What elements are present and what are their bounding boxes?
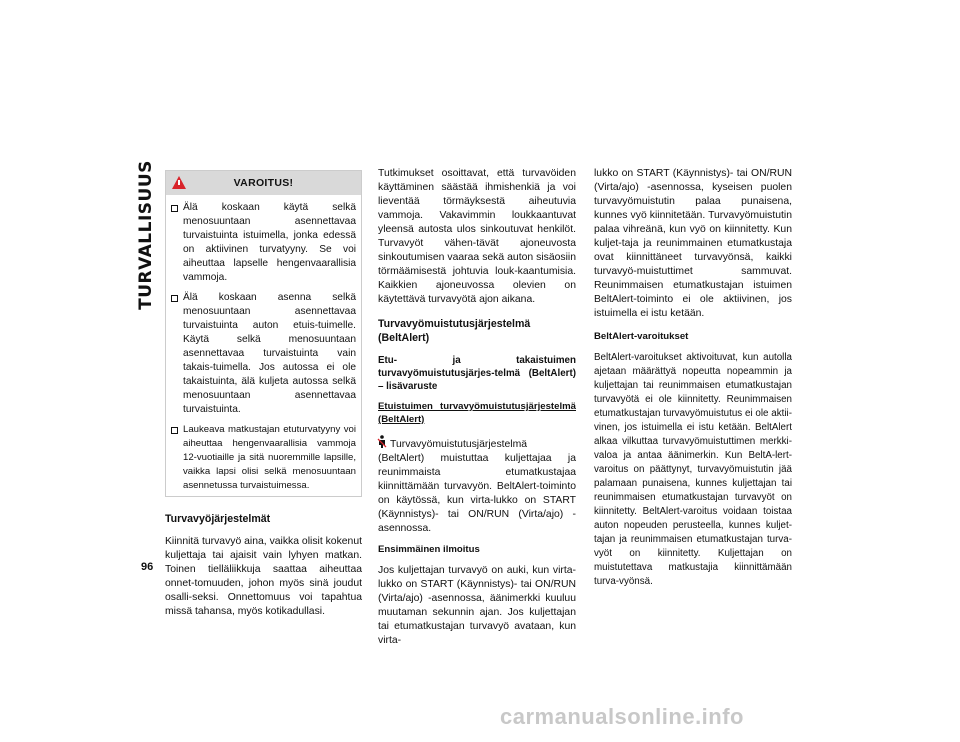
- seatbelt-reminder-icon: [376, 435, 388, 449]
- warning-exclamation-mark: [178, 180, 180, 185]
- section-heading-beltalert: Turvavyömuistutusjärjestelmä (BeltAlert): [378, 318, 531, 344]
- section-tab-label: TURVALLISUUS: [136, 160, 156, 310]
- page-number: 96: [141, 561, 154, 573]
- warning-box: [165, 170, 362, 497]
- body-paragraph: Kiinnitä turvavyö aina, vaikka olisit kokenut kuljettaja tai ajaisit vain lyhyen matkan. Toinen tielläliikkuja saattaa aiheuttaa onnet-tomuuden, johon myös sinä joudut osalli-seksi. Onnettomuus voi tapahtua missä tahansa, myös kotikadullasi.: [165, 536, 362, 617]
- square-bullet-icon: [171, 295, 178, 302]
- warning-item: [166, 201, 361, 285]
- warning-item: [166, 291, 361, 417]
- square-bullet-icon: [171, 427, 178, 434]
- body-paragraph: Tutkimukset osoittavat, että turvavöiden käyttäminen säästää ihmishenkiä ja voi lieventää törmäyksestä aiheutuvia vammoja. Vakavimmin loukkaantuvat yleensä autosta ulos sinkoutuvat henkilöt. Turvavyöt vähen-tävät ajoneuvosta sinkoutumisen vaaraa sekä auton sisäosiin törmäämisestä johtuvia louk-kaantumisia. Kaikkien ajoneuvossa olevien on käytettävä turvavyötä ajon aikana.: [378, 168, 576, 305]
- section-heading-seatbelt-systems: Turvavyöjärjestelmät: [165, 513, 271, 525]
- column-3: [594, 167, 792, 596]
- subheading-front-rear-beltalert: Etu- ja takaistuimen turvavyömuistutusjärjes-telmä (BeltAlert) – lisävaruste: [378, 355, 576, 392]
- warning-title: VAROITUS!: [233, 177, 294, 189]
- body-paragraph-with-icon: [378, 435, 576, 536]
- watermark: carmanualsonline.info: [500, 704, 744, 729]
- column-1: [165, 170, 362, 626]
- subheading-front-seat-beltalert: Etuistuimen turvavyömuistutusjärjestelmä (BeltAlert): [378, 401, 576, 425]
- minor-heading-first-notice: Ensimmäinen ilmoitus: [378, 544, 480, 555]
- warning-header: [166, 171, 361, 195]
- warning-item: [166, 423, 361, 493]
- beltalert-description: Turvavyömuistutusjärjestelmä (BeltAlert) muistuttaa kuljettajaa ja reunimmaista etumatkustajaa kiinnittämään turvavyön. BeltAlert-toiminto on käytössä, kun virta-lukko on START (Käynnistys)- tai ON/RUN (Virta/ajo) -asennossa.: [378, 439, 576, 534]
- body-paragraph: lukko on START (Käynnistys)- tai ON/RUN (Virta/ajo) -asennossa, kyseisen puolen turvavyömuistutin palaa punaisena, kunnes vyö kiinnitetään. Turvavyömuistutin palaa vihreänä, kun vyö on kiinnitetty. Kun kuljet-taja ja reunimmainen etumatkustaja ovat kiinnittäneet turvavyönsä, kaikki turvavyö-muistuttimet sammuvat. Reunimmaisen etumatkustajan istuimen BeltAlert-toiminto ei ole aktiivinen, jos istuimella ei istu ketään.: [594, 168, 792, 319]
- section-tab: [136, 160, 156, 310]
- square-bullet-icon: [171, 205, 178, 212]
- heading-beltalert-warnings: BeltAlert-varoitukset: [594, 331, 689, 342]
- column-2: [378, 167, 576, 655]
- warning-item-text: Älä koskaan käytä selkä menosuuntaan asennettavaa turvaistuinta istuimella, jonka edessä on aktiivinen turvatyyny. Se voi aiheuttaa lapselle hengenvaarallisia vammoja.: [183, 202, 356, 283]
- body-paragraph: Jos kuljettajan turvavyö on auki, kun virta-lukko on START (Käynnistys)- tai ON/RUN (Virta/ajo) -asennossa, äänimerkki kuuluu muutaman sekunnin ajan. Jos kuljettajan tai etumatkustajan turvavyö avataan, kun virta-: [378, 565, 576, 646]
- warning-item-text: Laukeava matkustajan etuturvatyyny voi aiheuttaa hengenvaarallisia vammoja 12-vuotiaille ja sitä nuoremmille lapsille, vaikka lapsi olisi selkä menosuuntaan asennetussa turvaistuimessa.: [183, 424, 356, 491]
- body-paragraph: BeltAlert-varoitukset aktivoituvat, kun autolla ajetaan määrättyä nopeutta nopeammin ja kuljettajan tai reunimmaisen etumatkustajan turvavyötä ei ole kiinnitetty. Reunimmaisen etumatkustajan turvavyömuistutus ei ole aktii-vinen, jos istuimella ei istu ketään. BeltAlert alkaa vilkuttaa turvavyömuistuttimen merkki-valoa ja antaa äänimerkin. Kun BeltA-lert-varoitus on päättynyt, turvavyömuistutin jää palamaan punaisena, kunnes kuljettajan tai reunimmaisen etumatkustajan turvavyöt on kiinnitetty. BeltAlert-varoitus voidaan toistaa auton nopeuden perusteella, kunnes kuljet-tajan ja reunimmaisen etumatkustajan turva-vyöt on kiinnitetty. Kuljettajan on muistutettava matkustajia kiinnittämään turva-vyönsä.: [594, 352, 792, 587]
- warning-item-text: Älä koskaan asenna selkä menosuuntaan asennettavaa turvaistuinta auton etuis-tuimelle. Käytä selkä menosuuntaan asennettavaa turvaistuinta vain takais-tuimella. Jos autossa ei ole takaistuinta, älä kuljeta autossa selkä menosuuntaan asennettavaa turvaistuinta.: [183, 292, 356, 415]
